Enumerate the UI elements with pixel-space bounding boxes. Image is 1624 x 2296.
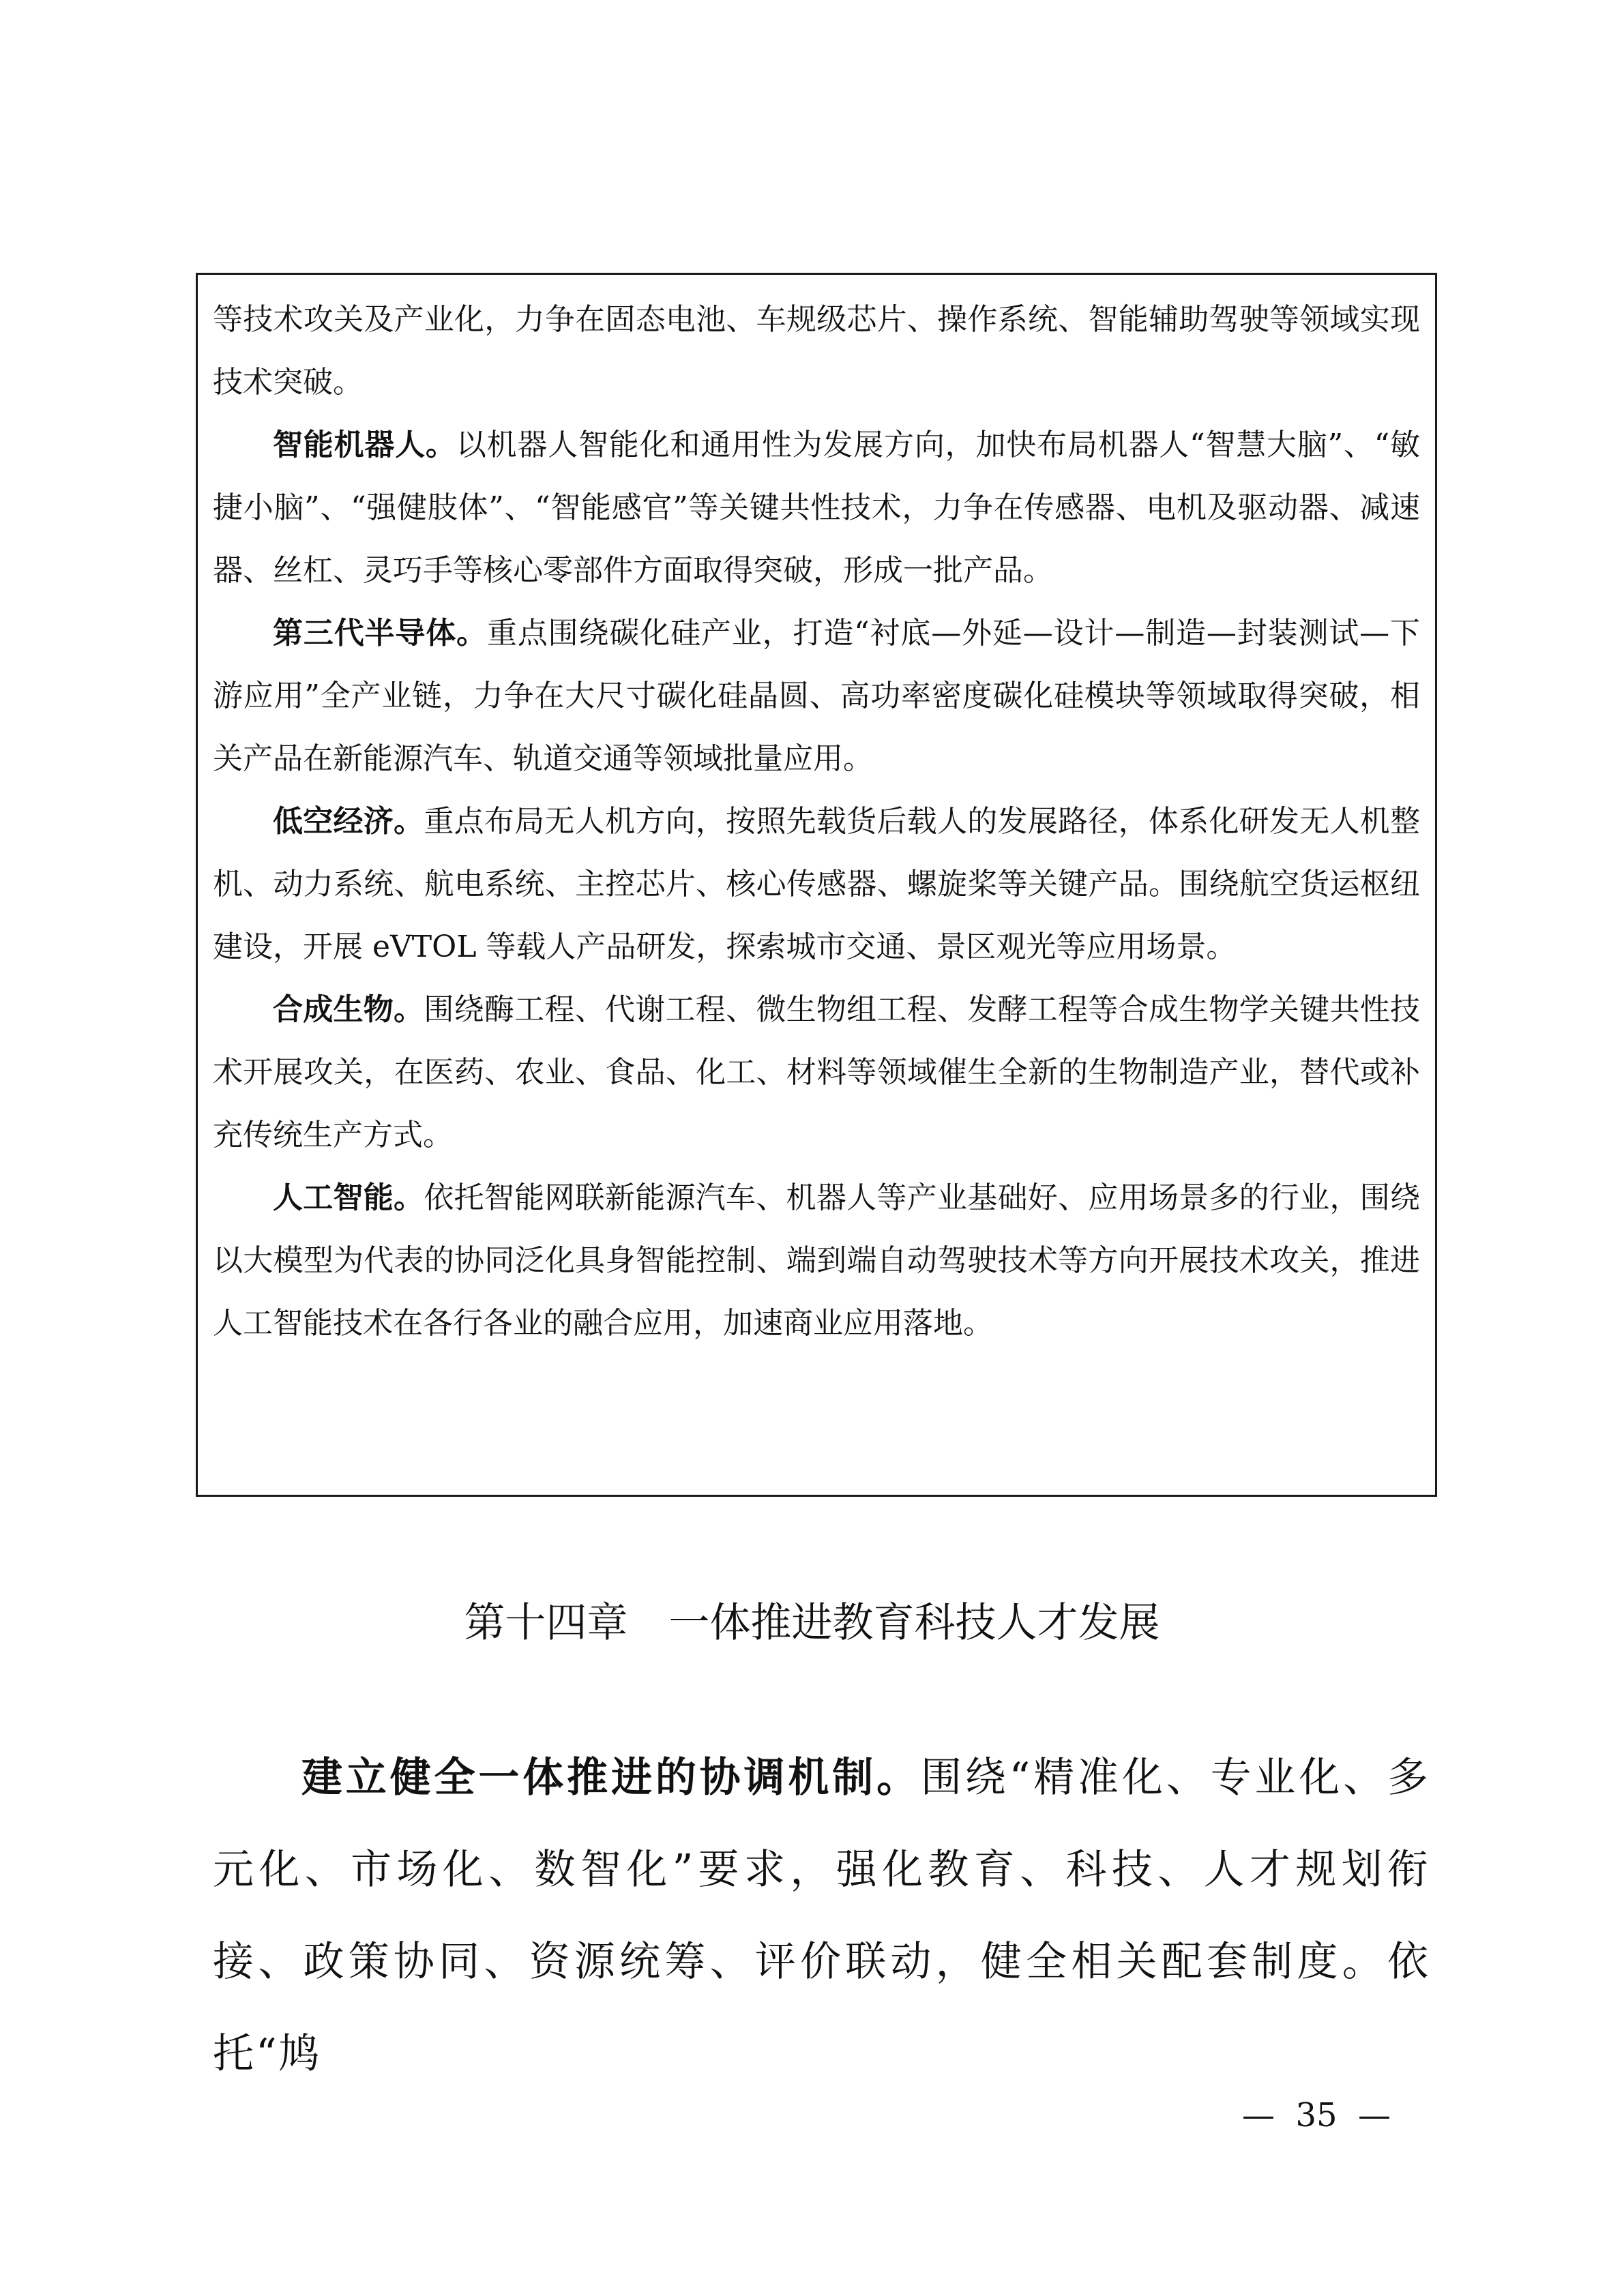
item-term: 智能机器人。: [273, 428, 456, 462]
item-text: 依托智能网联新能源汽车、机器人等产业基础好、应用场景多的行业，围绕以大模型为代表的协同泛化具身智能控制、端到端自动驾驶技术等方向开展技术攻关，推进人工智能技术在各行各业的融合应用，加速商业应用落地。: [213, 1180, 1421, 1341]
item-term: 人工智能。: [273, 1180, 424, 1215]
item-term: 合成生物。: [273, 992, 424, 1027]
item-term: 低空经济。: [273, 804, 424, 839]
text-box: [196, 273, 1437, 1497]
item-text: 重点布局无人机方向，按照先载货后载人的发展路径，体系化研发无人机整机、动力系统、航电系统、主控芯片、核心传感器、螺旋桨等关键产品。围绕航空货运枢纽建设，开展 eVTOL 等载人产品研发，探索城市交通、景区观光等应用场景。: [213, 804, 1421, 964]
item-paragraph-semiconductor: [213, 602, 1420, 790]
paragraph-text: 围绕“精准化、专业化、多元化、市场化、数智化”要求，强化教育、科技、人才规划衔接、政策协同、资源统筹、评价联动，健全相关配套制度。依托“鸠: [213, 1754, 1430, 2078]
item-text: 围绕酶工程、代谢工程、微生物组工程、发酵工程等合成生物学关键共性技术开展攻关，在医药、农业、食品、化工、材料等领域催生全新的生物制造产业，替代或补充传统生产方式。: [213, 992, 1421, 1152]
item-text: 以机器人智能化和通用性为发展方向，加快布局机器人“智慧大脑”、“敏捷小脑”、“强健肢体”、“智能感官”等关键共性技术，力争在传感器、电机及驱动器、减速器、丝杠、灵巧手等核心零部件方面取得突破，形成一批产品。: [213, 428, 1421, 588]
page-number: — 35 —: [1241, 2096, 1391, 2134]
body-paragraph: [213, 1732, 1430, 2100]
item-paragraph-robots: [213, 414, 1420, 602]
item-term: 第三代半导体。: [273, 616, 487, 651]
chapter-title: 第十四章 一体推进教育科技人才发展: [464, 1599, 1160, 1647]
item-text: 重点围绕碳化硅产业，打造“衬底—外延—设计—制造—封装测试—下游应用”全产业链，力争在大尺寸碳化硅晶圆、高功率密度碳化硅模块等领域取得突破，相关产品在新能源汽车、轨道交通等领域批量应用。: [213, 616, 1421, 776]
item-paragraph-ai: [213, 1167, 1420, 1355]
item-paragraph-synthetic-biology: [213, 979, 1420, 1167]
continuation-paragraph: 等技术攻关及产业化，力争在固态电池、车规级芯片、操作系统、智能辅助驾驶等领域实现技术突破。: [213, 302, 1420, 400]
paragraph-lead: 建立健全一体推进的协调机制。: [301, 1754, 921, 1802]
item-paragraph-low-altitude: [213, 790, 1420, 979]
